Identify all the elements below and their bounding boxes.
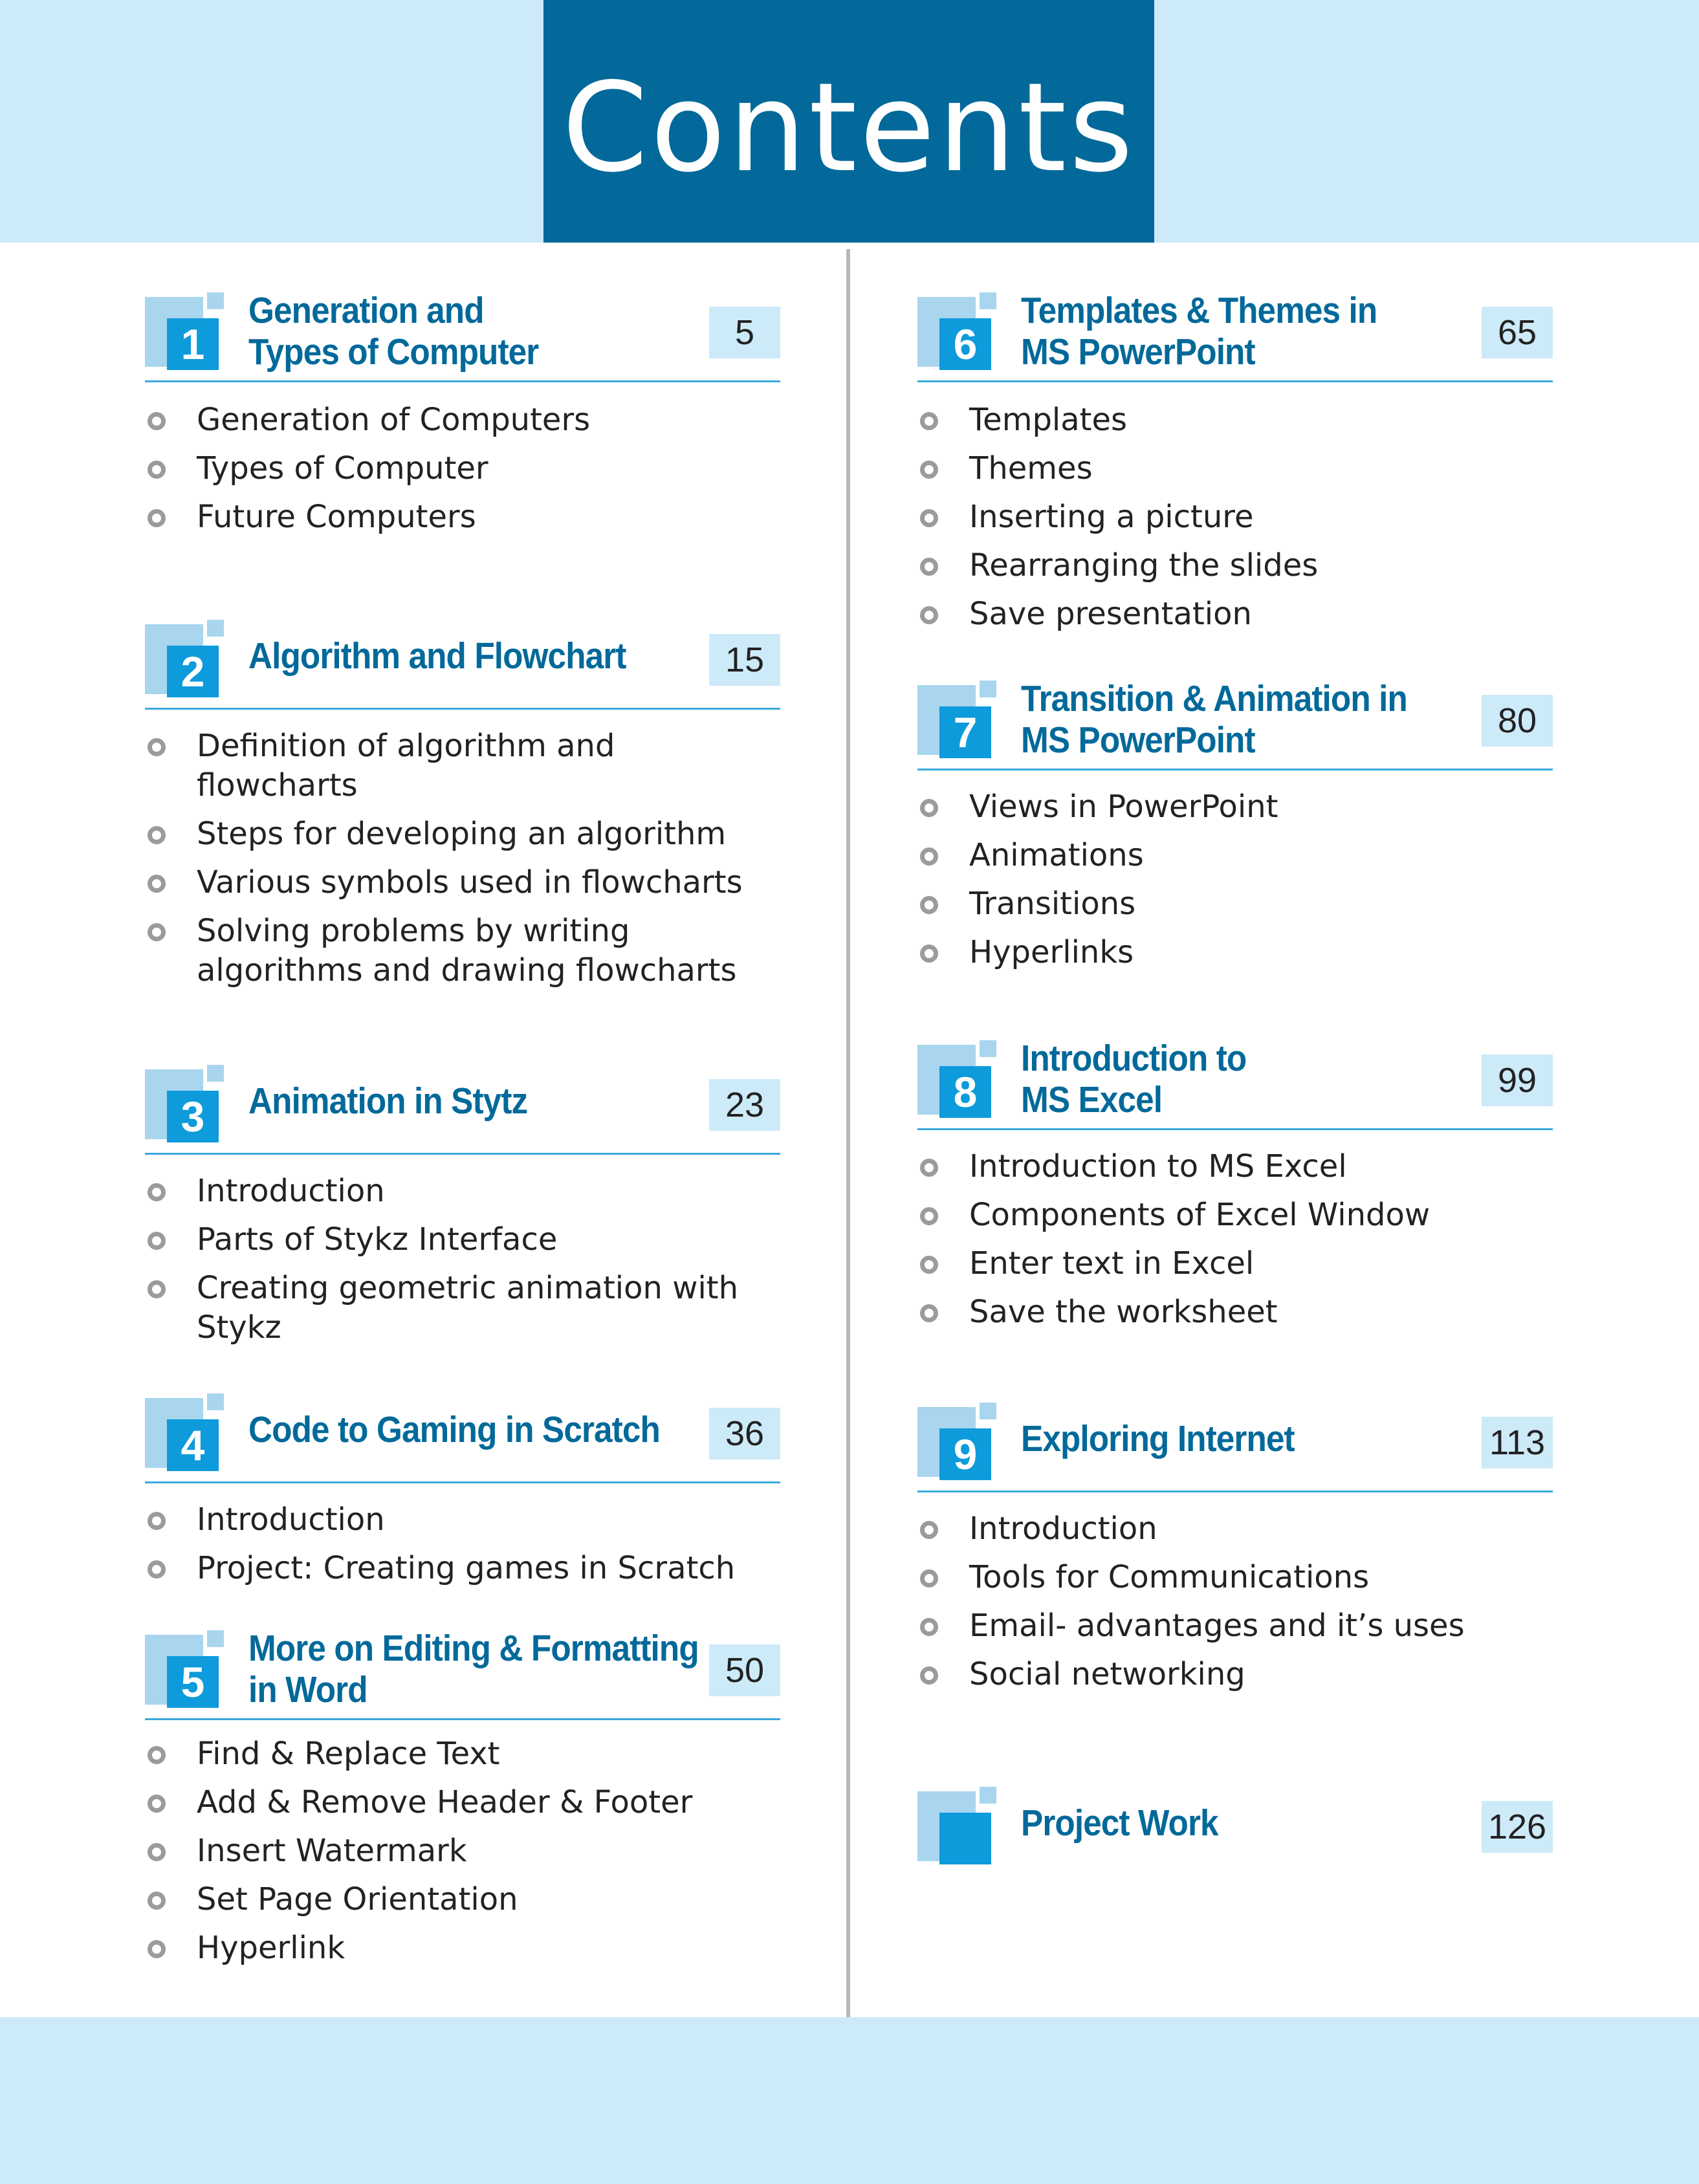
topic-item: Find & Replace Text [145,1734,780,1774]
chapter-number: 8 [939,1066,991,1118]
chapter-number-icon [917,292,1002,377]
bullet-icon [920,1666,938,1685]
bullet-icon [148,738,166,756]
bullet-icon [920,1618,938,1636]
topic-list [917,1509,1553,1694]
chapter-6[interactable] [917,292,1553,643]
topic-list [145,1172,780,1348]
chapter-9[interactable] [917,1403,1553,1703]
chapter-title: Exploring Internet [1021,1418,1295,1459]
bullet-icon [920,606,938,624]
bullet-icon [148,1280,166,1298]
chapter-page-number: 65 [1482,307,1553,358]
bullet-icon [920,509,938,527]
topic-list [145,400,780,537]
topic-item: Various symbols used in flowcharts [145,863,766,902]
chapter-header [917,1787,1553,1875]
topic-item: Hyperlinks [917,933,1553,972]
chapter-3[interactable] [145,1065,780,1357]
chapter-title: Transition & Animation in MS PowerPoint [1021,678,1407,761]
bullet-icon [920,945,938,963]
topic-item: Tools for Communications [917,1558,1553,1597]
chapter-title: More on Editing & Formatting in Word [248,1628,699,1710]
chapter-header [917,292,1553,382]
chapter-header [145,1393,780,1483]
topic-item: Save presentation [917,595,1553,634]
chapter-title: Algorithm and Flowchart [248,635,626,677]
bullet-icon [148,826,166,844]
column-divider [846,249,850,2022]
topic-item: Add & Remove Header & Footer [145,1783,780,1822]
chapter-page-number: 5 [709,307,780,358]
bullet-icon [148,875,166,893]
bullet-icon [148,412,166,430]
chapter-number-icon [145,620,229,704]
topic-item: Save the worksheet [917,1293,1553,1332]
chapter-header [145,620,780,710]
chapter-header [917,678,1553,770]
topic-item: Parts of Stykz Interface [145,1220,780,1260]
project-work[interactable] [917,1787,1553,1875]
chapter-number-icon [145,1393,229,1478]
bullet-icon [148,461,166,479]
project-icon [917,1787,1002,1871]
chapter-number: 5 [167,1656,219,1708]
topic-item: Steps for developing an algorithm [145,814,766,854]
chapter-number: 4 [167,1419,219,1471]
topic-list [145,1734,780,1968]
page-title: Contents [562,56,1136,199]
chapter-page-number: 23 [709,1079,780,1131]
bullet-icon [148,1746,166,1764]
bullet-icon [148,1940,166,1958]
chapter-number: 1 [167,318,219,370]
chapter-title: Introduction to MS Excel [1021,1038,1247,1120]
topic-item: Components of Excel Window [917,1196,1553,1235]
bullet-icon [148,1795,166,1813]
topic-item: Introduction [145,1500,780,1540]
bullet-icon [148,1892,166,1910]
topic-item: Social networking [917,1655,1553,1694]
chapter-number: 3 [167,1091,219,1142]
chapter-header [145,1065,780,1155]
footer-band [0,2017,1699,2184]
topic-list [917,400,1553,634]
chapter-title: Generation and Types of Computer [248,290,539,373]
chapter-title: Templates & Themes in MS PowerPoint [1021,290,1377,373]
topic-item: Animations [917,836,1553,875]
topic-item: Inserting a picture [917,497,1553,537]
bullet-icon [920,461,938,479]
topic-list [145,1500,780,1588]
chapter-header [145,292,780,382]
bullet-icon [920,1256,938,1274]
topic-list [917,787,1553,972]
chapter-number-icon [145,292,229,377]
topic-item: Views in PowerPoint [917,787,1553,827]
chapter-number-icon [917,1040,1002,1124]
bullet-icon [920,1159,938,1177]
chapter-number-icon [145,1630,229,1714]
chapter-number: 9 [939,1428,991,1480]
topic-item: Future Computers [145,497,780,537]
project-page-number: 126 [1482,1801,1553,1853]
topic-item: Email- advantages and it’s uses [917,1606,1553,1646]
chapter-page-number: 113 [1482,1417,1553,1469]
chapter-number-icon [145,1065,229,1149]
chapter-5[interactable] [145,1630,780,1977]
chapter-title: Animation in Stytz [248,1080,528,1122]
topic-list [917,1147,1553,1332]
topic-item: Set Page Orientation [145,1880,780,1919]
chapter-page-number: 15 [709,634,780,686]
bullet-icon [148,1232,166,1250]
chapter-number-icon [917,681,1002,765]
topic-item: Definition of algorithm and flowcharts [145,726,766,805]
topic-item: Project: Creating games in Scratch [145,1549,780,1588]
chapter-1[interactable] [145,292,780,546]
topic-item: Insert Watermark [145,1831,780,1871]
chapter-number-icon [917,1403,1002,1487]
chapter-header [145,1630,780,1720]
chapter-4[interactable] [145,1393,780,1597]
topic-item: Solving problems by writing algorithms and drawing flowcharts [145,912,766,990]
bullet-icon [920,1207,938,1225]
chapter-number: 2 [167,646,219,697]
topic-item: Transitions [917,884,1553,924]
chapter-header [917,1403,1553,1492]
topic-item: Introduction [145,1172,780,1211]
chapter-page-number: 80 [1482,695,1553,747]
topic-item: Creating geometric animation with Stykz [145,1269,780,1348]
topic-item: Generation of Computers [145,400,780,440]
bullet-icon [148,1183,166,1201]
topic-item: Themes [917,449,1553,488]
topic-item: Rearranging the slides [917,546,1553,585]
chapter-7[interactable] [917,678,1553,981]
chapter-number: 6 [939,318,991,370]
bullet-icon [920,799,938,817]
title-box [543,0,1154,243]
topic-item: Introduction [917,1509,1553,1549]
bullet-icon [148,509,166,527]
chapter-number: 7 [939,706,991,758]
chapter-2[interactable] [145,620,780,999]
chapter-page-number: 50 [709,1644,780,1696]
chapter-title: Code to Gaming in Scratch [248,1409,660,1450]
bullet-icon [920,1569,938,1588]
bullet-icon [920,847,938,866]
chapter-header [917,1040,1553,1130]
bullet-icon [920,1521,938,1539]
chapter-8[interactable] [917,1040,1553,1341]
bullet-icon [920,896,938,914]
bullet-icon [920,1304,938,1322]
chapter-page-number: 36 [709,1408,780,1459]
bullet-icon [148,1843,166,1861]
project-title: Project Work [1021,1802,1218,1844]
topic-item: Introduction to MS Excel [917,1147,1553,1186]
bullet-icon [920,412,938,430]
bullet-icon [148,923,166,941]
bullet-icon [148,1560,166,1578]
topic-list [145,726,766,990]
topic-item: Types of Computer [145,449,780,488]
chapter-page-number: 99 [1482,1054,1553,1106]
bullet-icon [148,1512,166,1530]
bullet-icon [920,558,938,576]
topic-item: Enter text in Excel [917,1244,1553,1283]
topic-item: Hyperlink [145,1928,780,1968]
topic-item: Templates [917,400,1553,440]
